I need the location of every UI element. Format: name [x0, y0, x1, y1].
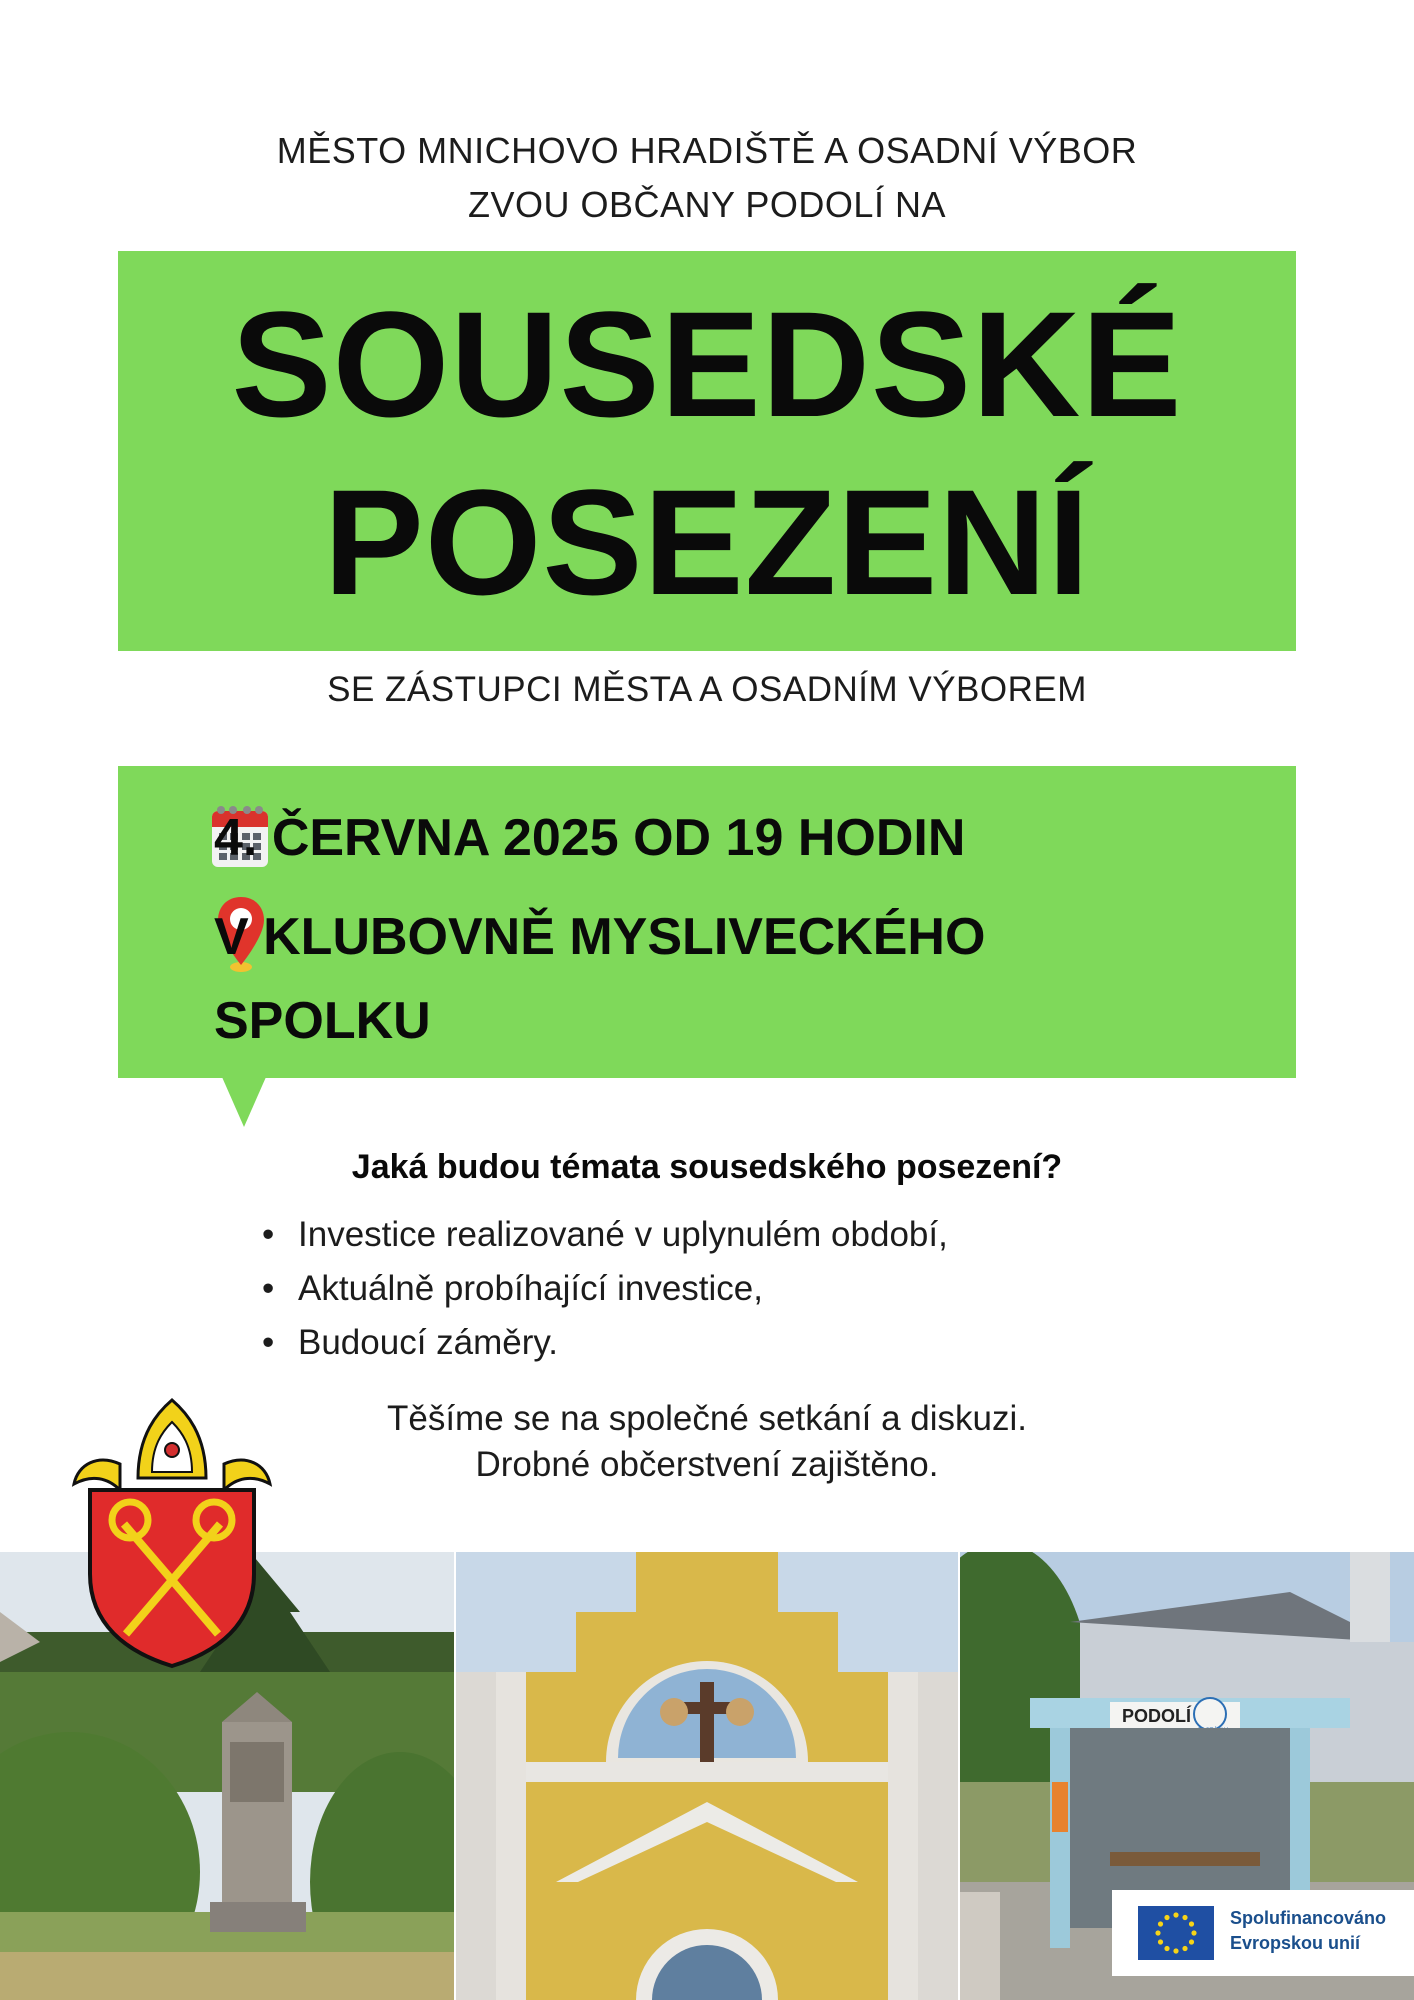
closing-line-2: Drobné občerstvení zajištěno. — [475, 1445, 939, 1484]
topics-list — [262, 1208, 948, 1370]
closing-line-1: Těšíme se na společné setkání a diskuzi. — [386, 1399, 1028, 1438]
subtitle: SE ZÁSTUPCI MĚSTA A OSADNÍM VÝBOREM — [327, 670, 1087, 709]
coat-of-arms-emblem — [68, 1394, 276, 1674]
eu-flag-icon — [1138, 1906, 1214, 1960]
title-line-1: SOUSEDSKÉ — [231, 280, 1183, 448]
event-place-line-1: V KLUBOVNĚ MYSLIVECKÉHO — [214, 908, 986, 966]
list-item: • Aktuálně probíhající investice, — [262, 1262, 948, 1316]
intro-text — [0, 124, 1414, 232]
event-place — [214, 895, 1114, 1063]
eu-line-2: Evropskou unií — [1230, 1933, 1361, 1953]
list-item: • Investice realizované v uplynulém období, — [262, 1208, 948, 1262]
photo-chapel — [456, 1552, 958, 2000]
intro-line-1: MĚSTO MNICHOVO HRADIŠTĚ A OSADNÍ VÝBOR — [276, 130, 1138, 171]
event-date: 4. ČERVNA 2025 OD 19 HODIN — [214, 809, 966, 867]
event-place-line-2: SPOLKU — [214, 992, 431, 1050]
list-item: • Budoucí záměry. — [262, 1316, 948, 1370]
eu-cofinancing-badge — [1112, 1890, 1414, 1976]
speech-bubble-tail — [222, 1077, 266, 1127]
title-line-2: POSEZENÍ — [323, 458, 1091, 626]
eu-line-1: Spolufinancováno — [1230, 1908, 1387, 1928]
eu-text — [1230, 1906, 1386, 1956]
title-banner — [118, 251, 1296, 651]
intro-line-2: ZVOU OBČANY PODOLÍ NA — [468, 184, 946, 225]
topics-question: Jaká budou témata sousedského posezení? — [351, 1148, 1063, 1186]
bus-stop-sign: PODOLÍ — [1122, 1706, 1192, 1726]
